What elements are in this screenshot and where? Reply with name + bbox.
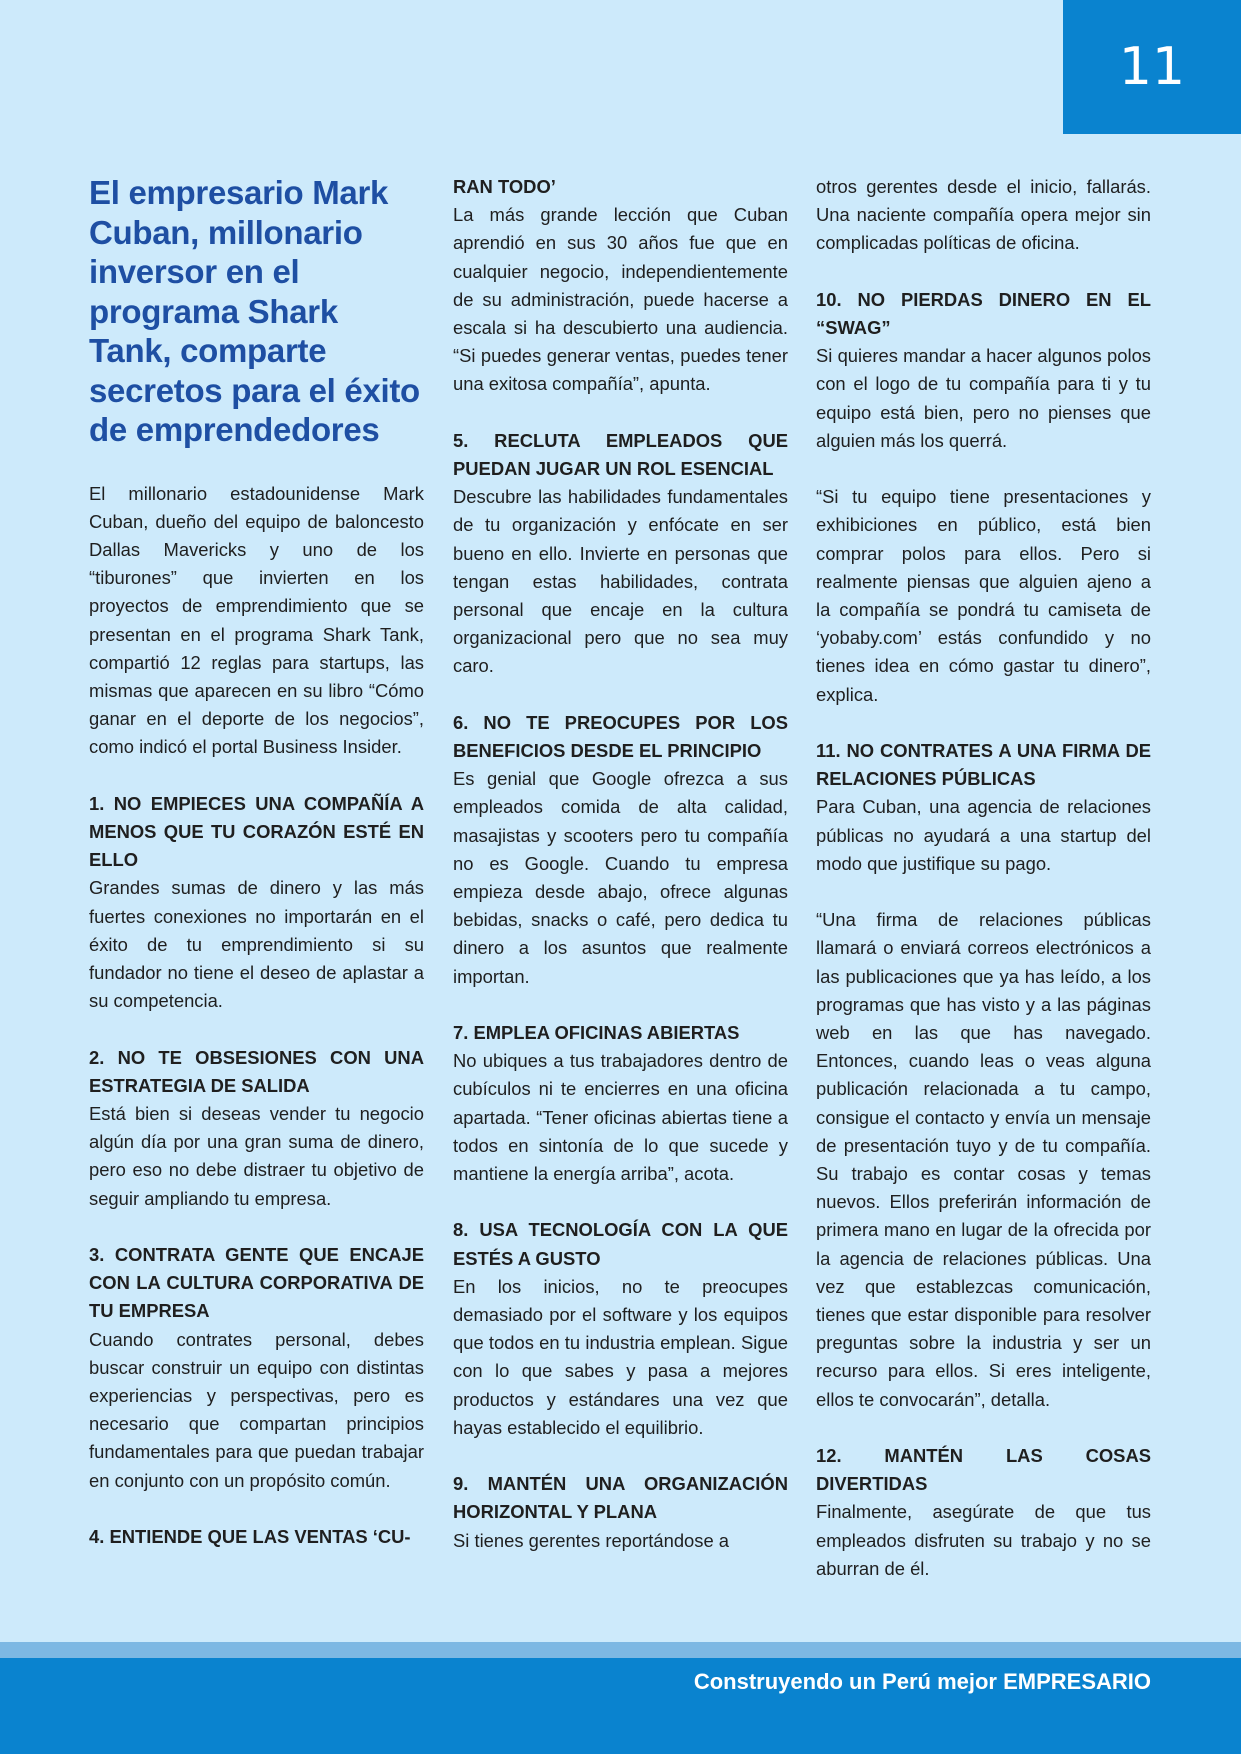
rule-heading: 5. RECLUTA EMPLEADOS QUE PUEDAN JUGAR UN ROL ESENCIAL [453, 429, 788, 480]
rule-body: La más grande lección que Cuban aprendió en sus 30 años fue que en cualquier negocio, independientemente de su administración, puede hacerse a escala si ha descubierto una audiencia. “Si puedes generar ventas, puedes tener una exitosa compañía”, apunta. [453, 204, 788, 395]
rule-heading: 3. CONTRATA GENTE QUE ENCAJE CON LA CULTURA CORPORATIVA DE TU EMPRESA [89, 1243, 424, 1322]
rule-9-cont: otros gerentes desde el inicio, fallarás. Una naciente compañía opera mejor sin complicadas políticas de oficina. [816, 176, 1151, 254]
rule-body: En los inicios, no te preocupes demasiado por el software y los equipos que todos en tu industria emplean. Sigue con lo que sabes y pasa a mejores productos y estándares una vez que hayas establecido el equilibrio. [453, 1275, 788, 1438]
rule-body: Grandes sumas de dinero y las más fuertes conexiones no importarán en el éxito de tu emprendimiento si su fundador no tiene el deseo de aplastar a su competencia. [89, 877, 424, 1012]
rule-7 [453, 1019, 788, 1188]
rule-heading: 10. NO PIERDAS DINERO EN EL “SWAG” [816, 288, 1151, 338]
column-2 [453, 173, 788, 1583]
rule-body: Descubre las habilidades fundamentales de tu organización y enfócate en ser bueno en ello. Invierte en personas que tengan estas habilidades, contrata personal que encaje en la cultura organizacional pero que no sea muy caro. [453, 486, 788, 677]
intro-paragraph: El millonario estadounidense Mark Cuban, dueño del equipo de baloncesto Dallas Mavericks y uno de los “tiburones” que invierten en los proyectos de emprendimiento que se presentan en el programa Shark Tank, compartió 12 reglas para startups, las mismas que aparecen en su libro “Cómo ganar en el deporte de los negocios”, como indicó el portal Business Insider. [89, 482, 424, 758]
rule-heading: 9. MANTÉN UNA ORGANIZACIÓN HORIZONTAL Y PLANA [453, 1473, 788, 1523]
rule-4-cont [453, 173, 788, 399]
rule-heading: 2. NO TE OBSESIONES CON UNA ESTRATEGIA DE SALIDA [89, 1046, 424, 1096]
rule-heading: 8. USA TECNOLOGÍA CON LA QUE ESTÉS A GUSTO [453, 1219, 788, 1269]
rule-body: Para Cuban, una agencia de relaciones públicas no ayudará a una startup del modo que justifique su pago. [816, 796, 1151, 874]
rule-4-start [89, 1523, 424, 1551]
page-number: 11 [1063, 0, 1241, 134]
rule-heading: 7. EMPLEA OFICINAS ABIERTAS [453, 1022, 740, 1044]
rule-body: Es genial que Google ofrezca a sus empleados comida de alta calidad, masajistas y scooters pero tu compañía no es Google. Cuando tu empresa empieza desde abajo, ofrece algunas bebidas, snacks o café, pero dedica tu dinero a los asuntos que realmente importan. [453, 768, 788, 987]
rule-heading: 1. NO EMPIECES UNA COMPAÑÍA A MENOS QUE TU CORAZÓN ESTÉ EN ELLO [89, 792, 424, 871]
footer-accent-bar [0, 1642, 1241, 1658]
rule-10-quote: “Si tu equipo tiene presentaciones y exhibiciones en público, está bien comprar polos para ellos. Pero si realmente piensas que alguien ajeno a la compañía se pondrá tu camiseta de ‘yobaby.com’ estás confundido y no tienes idea en cómo gastar tu dinero”, explica. [816, 486, 1151, 705]
rule-heading: 12. MANTÉN LAS COSAS DIVERTIDAS [816, 1445, 1151, 1495]
rule-1 [89, 790, 424, 1016]
rule-3 [89, 1241, 424, 1495]
article-title: El empresario Mark Cuban, millonario inversor en el programa Shark Tank, comparte secretos para el éxito de emprendedores [89, 174, 420, 448]
rule-5 [453, 427, 788, 681]
rule-8 [453, 1216, 788, 1442]
rule-12 [816, 1442, 1151, 1583]
rule-body: Si tienes gerentes reportándose a [453, 1529, 730, 1551]
rule-heading: 4. ENTIENDE QUE LAS VENTAS ‘CU- [89, 1525, 411, 1547]
column-1 [89, 173, 424, 1579]
rule-11-quote: “Una firma de relaciones públicas llamará o enviará correos electrónicos a las publicaciones que ya has leído, a los programas que has visto y a las páginas web en las que has navegado. Entonces, cuando leas o veas alguna publicación relacionada a tu campo, consigue el contacto y envía un mensaje de presentación tuyo y de tu compañía. Su trabajo es contar cosas y temas nuevos. Ellos preferirán información de primera mano en lugar de la ofrecida por la agencia de relaciones públicas. Una vez que establezcas comunicación, tienes que estar disponible para resolver preguntas sobre la industria y ser un recurso para ellos. Si eres inteligente, ellos te convocarán”, detalla. [816, 909, 1151, 1410]
rule-6 [453, 709, 788, 991]
rule-body: Cuando contrates personal, debes buscar construir un equipo con distintas experiencias y perspectivas, pero es necesario que compartan principios fundamentales para que puedan trabajar en conjunto con un propósito común. [89, 1328, 424, 1491]
rule-heading: 11. NO CONTRATES A UNA FIRMA DE RELACIONES PÚBLICAS [816, 740, 1151, 790]
rule-body: Está bien si deseas vender tu negocio algún día por una gran suma de dinero, pero eso no debe distraer tu objetivo de seguir ampliando tu empresa. [89, 1102, 424, 1209]
rule-heading: 6. NO TE PREOCUPES POR LOS BENEFICIOS DESDE EL PRINCIPIO [453, 711, 788, 762]
rule-10 [816, 286, 1151, 455]
rule-heading: RAN TODO’ [453, 176, 556, 197]
footer-text: Construyendo un Perú mejor EMPRESARIO [693, 1669, 1151, 1694]
rule-body: No ubiques a tus trabajadores dentro de cubículos ni te encierres en una oficina apartada. “Tener oficinas abiertas tiene a todos en sintonía de lo que sucede y mantiene la energía arriba”, acota. [453, 1050, 788, 1185]
rule-9-start [453, 1470, 788, 1555]
rule-body: Si quieres mandar a hacer algunos polos con el logo de tu compañía para ti y tu equipo está bien, pero no pienses que alguien más los querrá. [816, 345, 1151, 451]
rule-body: Finalmente, asegúrate de que tus empleados disfruten su trabajo y no se aburran de él. [816, 1501, 1151, 1579]
rule-11 [816, 737, 1151, 878]
column-3 [816, 173, 1151, 1611]
rule-2 [89, 1044, 424, 1213]
